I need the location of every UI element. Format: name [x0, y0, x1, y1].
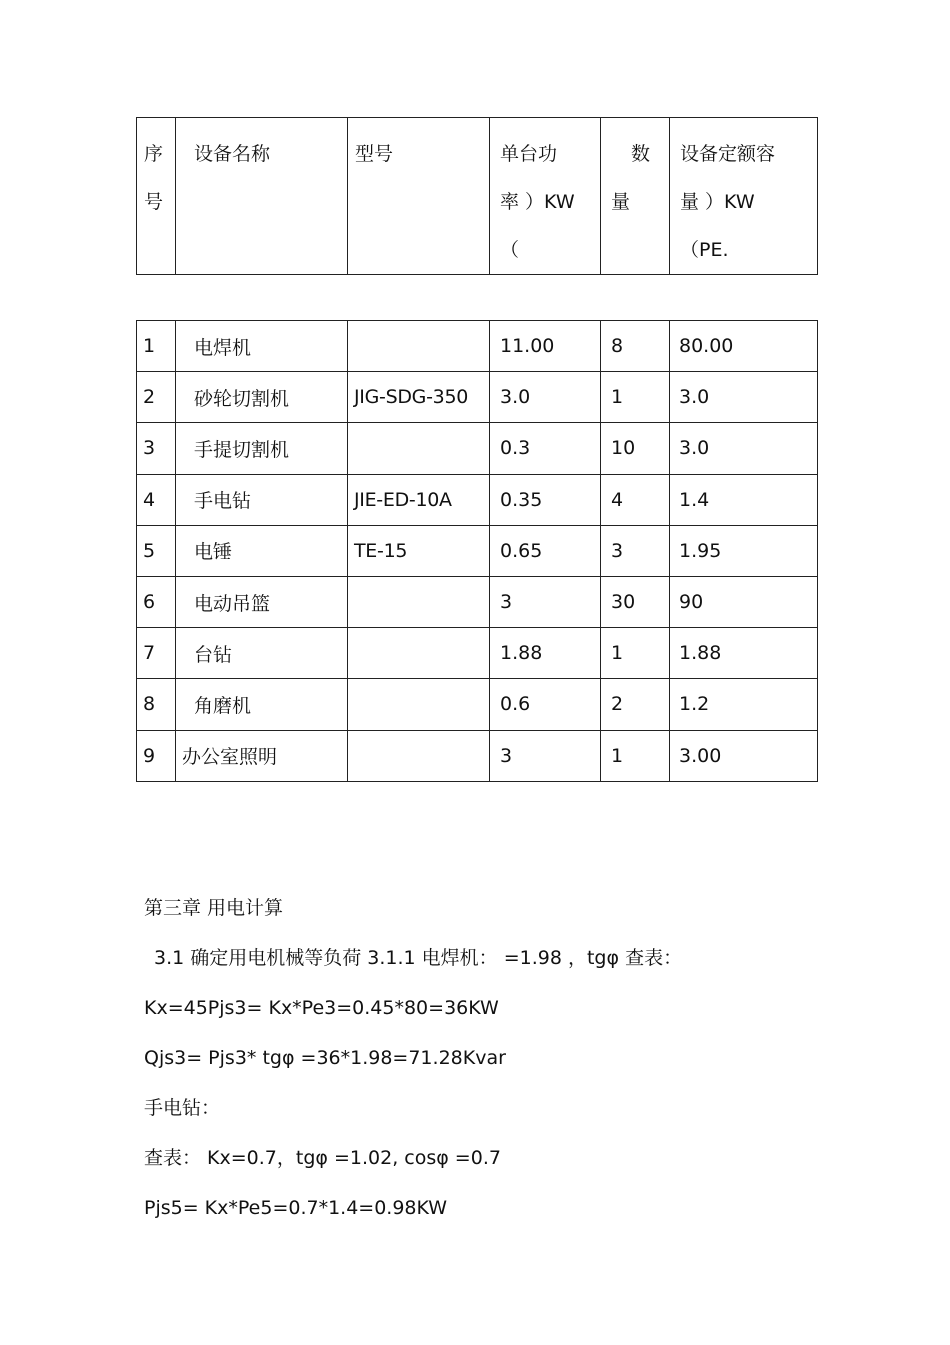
cell-quantity: 30	[601, 576, 670, 627]
cell-power: 0.6	[490, 679, 601, 730]
cell-quantity: 1	[601, 730, 670, 781]
header-cell-capacity	[670, 118, 818, 275]
calc-line-3: Qjs3= Pjs3* tgφ =36*1.98=71.28Kvar	[144, 1047, 506, 1069]
table-row	[137, 730, 818, 781]
cell-capacity: 80.00	[670, 321, 818, 372]
cell-model	[348, 679, 490, 730]
cell-power: 0.35	[490, 474, 601, 525]
cell-index: 8	[137, 679, 176, 730]
header-name: 设备名称	[194, 143, 271, 165]
chapter-heading: 第三章 用电计算	[144, 897, 284, 919]
cell-name: 砂轮切割机	[176, 372, 348, 423]
header-capacity-line2: 量 ）KW	[680, 191, 755, 213]
header-cell-model	[348, 118, 490, 275]
header-quantity-line2: 量	[611, 191, 631, 213]
cell-quantity: 1	[601, 628, 670, 679]
cell-capacity: 90	[670, 576, 818, 627]
cell-capacity: 1.88	[670, 628, 818, 679]
header-cell-quantity	[601, 118, 670, 275]
cell-name: 角磨机	[176, 679, 348, 730]
cell-index: 3	[137, 423, 176, 474]
calc-line-6: Pjs5= Kx*Pe5=0.7*1.4=0.98KW	[144, 1197, 448, 1219]
cell-model: JIG-SDG-350	[348, 372, 490, 423]
cell-capacity: 1.2	[670, 679, 818, 730]
table-row	[137, 321, 818, 372]
calc-line-1: 3.1 确定用电机械等负荷 3.1.1 电焊机： =1.98 ，tgφ 查表：	[154, 947, 683, 969]
cell-model: JIE-ED-10A	[348, 474, 490, 525]
table-row	[137, 372, 818, 423]
table-row	[137, 474, 818, 525]
cell-power: 3.0	[490, 372, 601, 423]
header-capacity-line1: 设备定额容	[680, 143, 776, 165]
cell-power: 11.00	[490, 321, 601, 372]
cell-name: 手电钻	[176, 474, 348, 525]
cell-model	[348, 423, 490, 474]
header-capacity-line3: （PE.	[680, 239, 729, 261]
cell-capacity: 1.95	[670, 525, 818, 576]
cell-name: 电动吊篮	[176, 576, 348, 627]
cell-power: 1.88	[490, 628, 601, 679]
header-power-line1: 单台功	[500, 143, 558, 165]
cell-power: 3	[490, 730, 601, 781]
table-row	[137, 576, 818, 627]
table-row	[137, 423, 818, 474]
header-quantity-line1: 数	[631, 143, 651, 165]
header-index-line1: 序	[144, 143, 164, 165]
table-row	[137, 628, 818, 679]
header-index-line2: 号	[144, 191, 164, 213]
cell-power: 0.65	[490, 525, 601, 576]
cell-quantity: 10	[601, 423, 670, 474]
cell-name: 办公室照明	[176, 730, 348, 781]
calc-line-5: 查表： Kx=0.7，tgφ =1.02, cosφ =0.7	[144, 1147, 501, 1169]
cell-name: 手提切割机	[176, 423, 348, 474]
cell-index: 7	[137, 628, 176, 679]
cell-quantity: 2	[601, 679, 670, 730]
cell-capacity: 3.0	[670, 372, 818, 423]
calc-line-2: Kx=45Pjs3= Kx*Pe3=0.45*80=36KW	[144, 997, 499, 1019]
cell-capacity: 3.0	[670, 423, 818, 474]
cell-model: TE-15	[348, 525, 490, 576]
equipment-table	[136, 320, 818, 782]
cell-quantity: 1	[601, 372, 670, 423]
table-row	[137, 679, 818, 730]
header-power-line3: （	[500, 239, 520, 261]
cell-index: 4	[137, 474, 176, 525]
calc-line-4: 手电钻：	[144, 1097, 221, 1119]
cell-quantity: 3	[601, 525, 670, 576]
cell-name: 电锤	[176, 525, 348, 576]
equipment-table-header	[136, 117, 818, 275]
header-model: 型号	[355, 143, 394, 165]
cell-index: 5	[137, 525, 176, 576]
cell-model	[348, 730, 490, 781]
header-cell-name	[176, 118, 348, 275]
cell-quantity: 4	[601, 474, 670, 525]
header-cell-power	[490, 118, 601, 275]
cell-capacity: 3.00	[670, 730, 818, 781]
cell-quantity: 8	[601, 321, 670, 372]
header-row	[137, 118, 818, 275]
cell-capacity: 1.4	[670, 474, 818, 525]
cell-model	[348, 321, 490, 372]
cell-name: 电焊机	[176, 321, 348, 372]
header-power-line2: 率 ）KW	[500, 191, 575, 213]
cell-index: 6	[137, 576, 176, 627]
cell-index: 1	[137, 321, 176, 372]
cell-index: 9	[137, 730, 176, 781]
cell-model	[348, 576, 490, 627]
table-row	[137, 525, 818, 576]
cell-power: 0.3	[490, 423, 601, 474]
cell-model	[348, 628, 490, 679]
header-cell-index	[137, 118, 176, 275]
cell-name: 台钻	[176, 628, 348, 679]
cell-power: 3	[490, 576, 601, 627]
cell-index: 2	[137, 372, 176, 423]
